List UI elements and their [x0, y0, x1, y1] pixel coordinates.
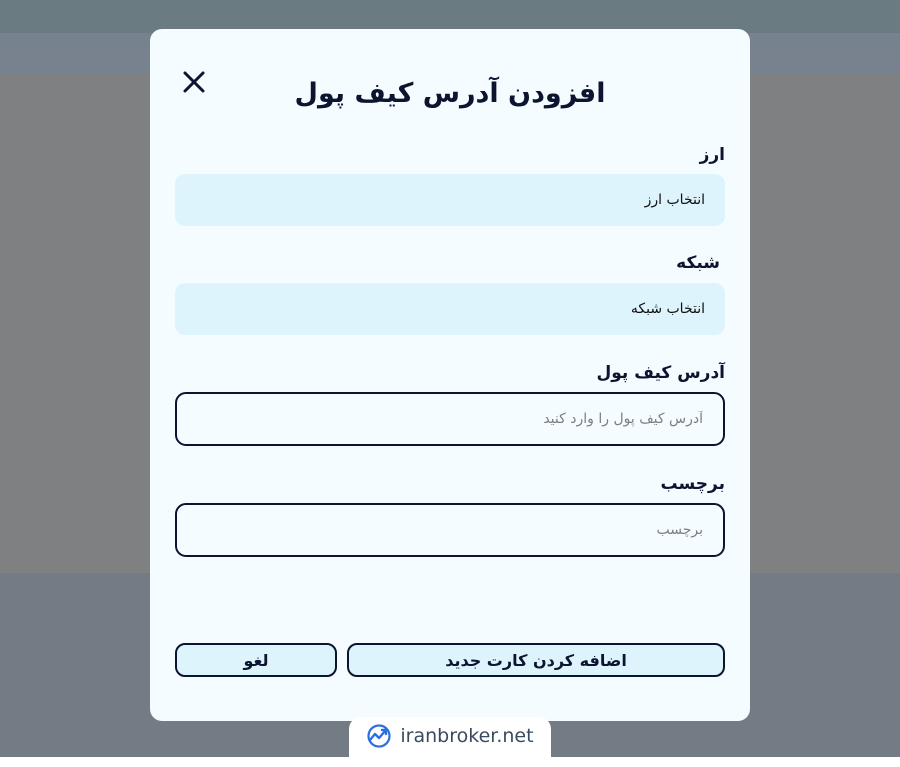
modal-title: افزودن آدرس کیف پول	[294, 78, 606, 109]
watermark-text: iranbroker.net	[400, 725, 534, 747]
add-wallet-modal	[150, 29, 750, 721]
currency-select[interactable]	[175, 174, 725, 226]
tag-input[interactable]	[175, 503, 725, 557]
currency-select-value: انتخاب ارز	[644, 192, 705, 208]
wallet-address-input[interactable]	[175, 392, 725, 446]
trend-chart-icon	[366, 723, 392, 749]
network-label: شبکه	[676, 253, 720, 273]
watermark-badge	[349, 717, 551, 767]
add-new-card-button[interactable]: اضافه کردن کارت جدید	[347, 643, 725, 677]
cancel-button[interactable]: لغو	[175, 643, 337, 677]
wallet-address-label: آدرس کیف پول	[596, 363, 725, 383]
tag-label: برچسب	[660, 474, 725, 494]
network-select-value: انتخاب شبکه	[630, 301, 705, 317]
currency-label: ارز	[699, 145, 725, 165]
network-select[interactable]	[175, 283, 725, 335]
